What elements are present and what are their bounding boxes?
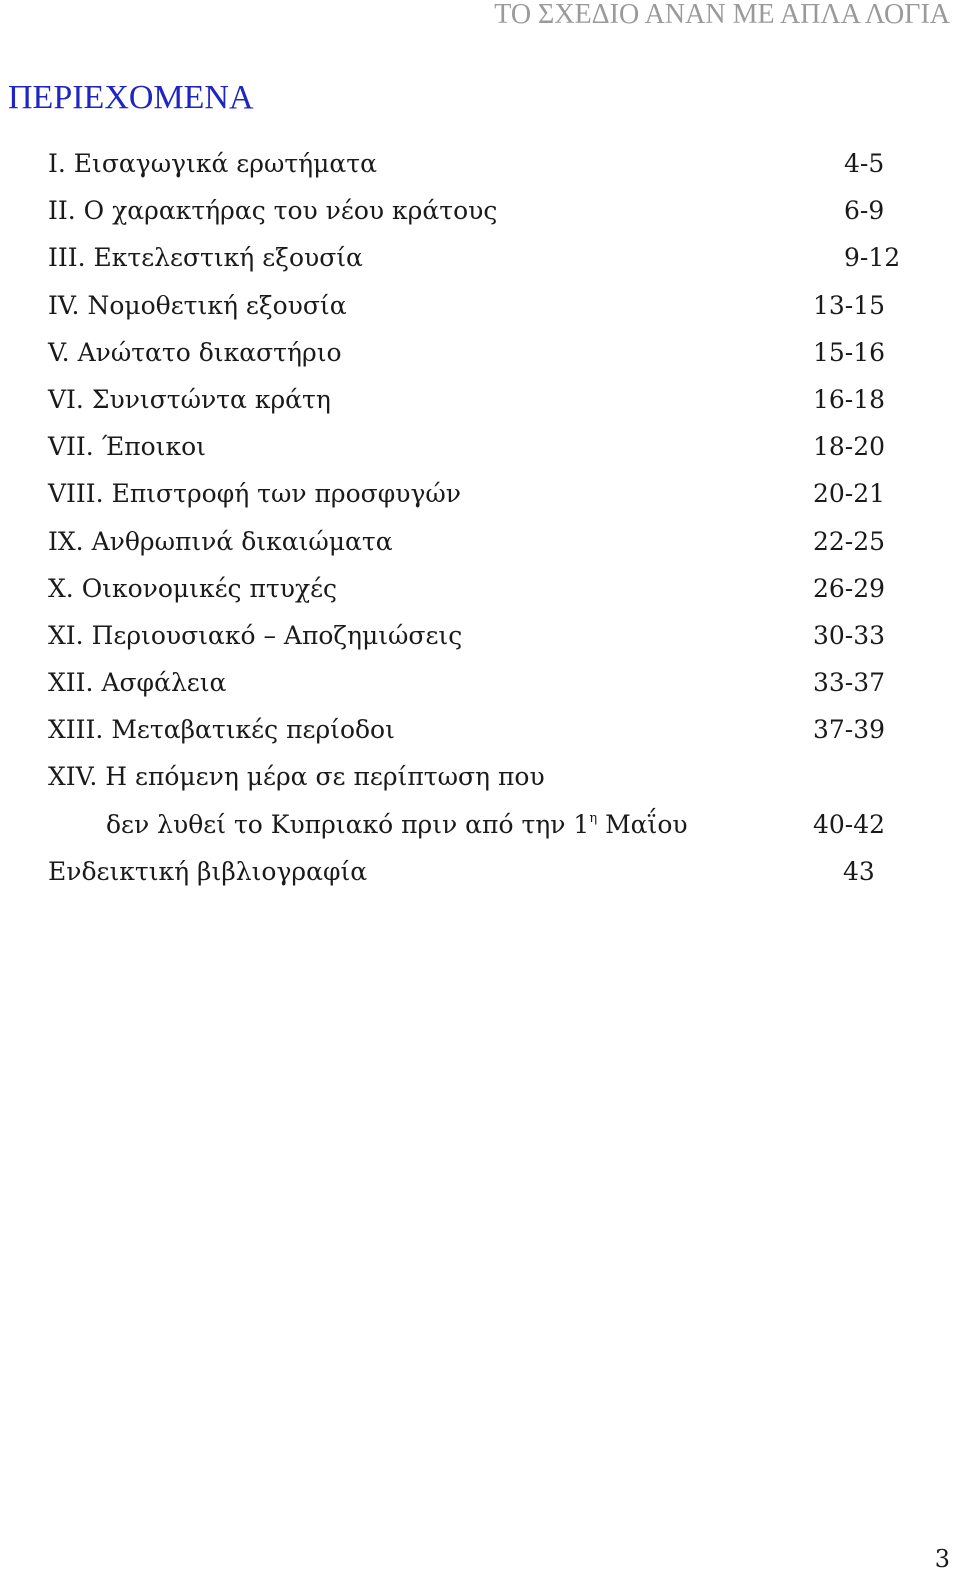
toc-entry-label: IV. Νομοθετική εξουσία — [48, 290, 347, 320]
toc-entry-label: II. Ο χαρακτήρας του νέου κράτους — [48, 196, 498, 226]
toc-entry-label: VII. Έποικοι — [48, 432, 206, 462]
toc-entry-viii — [48, 470, 928, 517]
toc-entry-xii — [48, 659, 928, 706]
page-title: ΠΕΡΙΕΧΟΜΕΝΑ — [8, 79, 254, 116]
toc-entry-pages: 20-21 — [813, 479, 886, 509]
table-of-contents — [48, 140, 928, 895]
toc-entry-ii — [48, 187, 928, 234]
toc-entry-iv — [48, 282, 928, 329]
toc-entry-pages: 30-33 — [813, 620, 886, 650]
toc-entry-xi — [48, 612, 928, 659]
running-header: ΤΟ ΣΧΕΔΙΟ ΑΝΑΝ ΜΕ ΑΠΛΑ ΛΟΓΙΑ — [494, 0, 950, 30]
toc-entry-pages: 37-39 — [813, 715, 886, 745]
toc-entry-ix — [48, 518, 928, 565]
toc-entry-label: V. Ανώτατο δικαστήριο — [48, 337, 342, 367]
toc-entry-label: VI. Συνιστώντα κράτη — [48, 384, 331, 414]
toc-entry-iii — [48, 234, 928, 281]
toc-entry-label: XII. Ασφάλεια — [48, 668, 227, 698]
toc-entry-label-text: δεν λυθεί το Κυπριακό πριν από την 1 — [106, 809, 590, 839]
toc-entry-x — [48, 565, 928, 612]
toc-entry-label: III. Εκτελεστική εξουσία — [48, 243, 363, 273]
toc-entry-pages: 13-15 — [813, 290, 886, 320]
toc-entry-pages: 16-18 — [813, 384, 886, 414]
toc-entry-pages: 26-29 — [813, 573, 886, 603]
toc-entry-label: XIV. Η επόμενη μέρα σε περίπτωση που — [48, 762, 545, 792]
toc-entry-label: I. Εισαγωγικά ερωτήματα — [48, 149, 377, 178]
page-number: 3 — [934, 1545, 950, 1573]
toc-entry-label: XIII. Μεταβατικές περίοδοι — [48, 715, 395, 745]
toc-entry-xiv-line1 — [48, 753, 928, 800]
toc-entry-vi — [48, 376, 928, 423]
toc-entry-label: XI. Περιουσιακό – Αποζημιώσεις — [48, 620, 463, 650]
toc-entry-label-continued — [106, 801, 688, 848]
toc-entry-xiv-line2 — [48, 801, 928, 848]
toc-entry-pages: 15-16 — [813, 337, 886, 367]
toc-entry-pages: 18-20 — [813, 432, 886, 462]
toc-entry-vii — [48, 423, 928, 470]
ordinal-superscript: η — [589, 810, 598, 826]
toc-entry-pages: 9-12 — [844, 243, 901, 273]
toc-entry-pages: 33-37 — [813, 668, 886, 698]
toc-entry-i — [48, 140, 928, 187]
toc-entry-label: Ενδεικτική βιβλιογραφία — [48, 856, 368, 886]
toc-entry-pages: 40-42 — [813, 809, 886, 839]
toc-entry-label: X. Οικονομικές πτυχές — [48, 573, 338, 603]
toc-entry-label: VIII. Επιστροφή των προσφυγών — [48, 479, 461, 509]
toc-entry-pages: 22-25 — [813, 526, 886, 556]
toc-entry-pages: 43 — [843, 856, 875, 886]
toc-entry-bibliography — [48, 848, 928, 895]
toc-entry-pages: 6-9 — [844, 196, 885, 226]
toc-entry-v — [48, 329, 928, 376]
toc-entry-pages: 4-5 — [844, 149, 885, 178]
toc-entry-label-text: Μαΐου — [597, 809, 688, 839]
toc-entry-label: IX. Ανθρωπινά δικαιώματα — [48, 526, 393, 556]
toc-entry-xiii — [48, 706, 928, 753]
